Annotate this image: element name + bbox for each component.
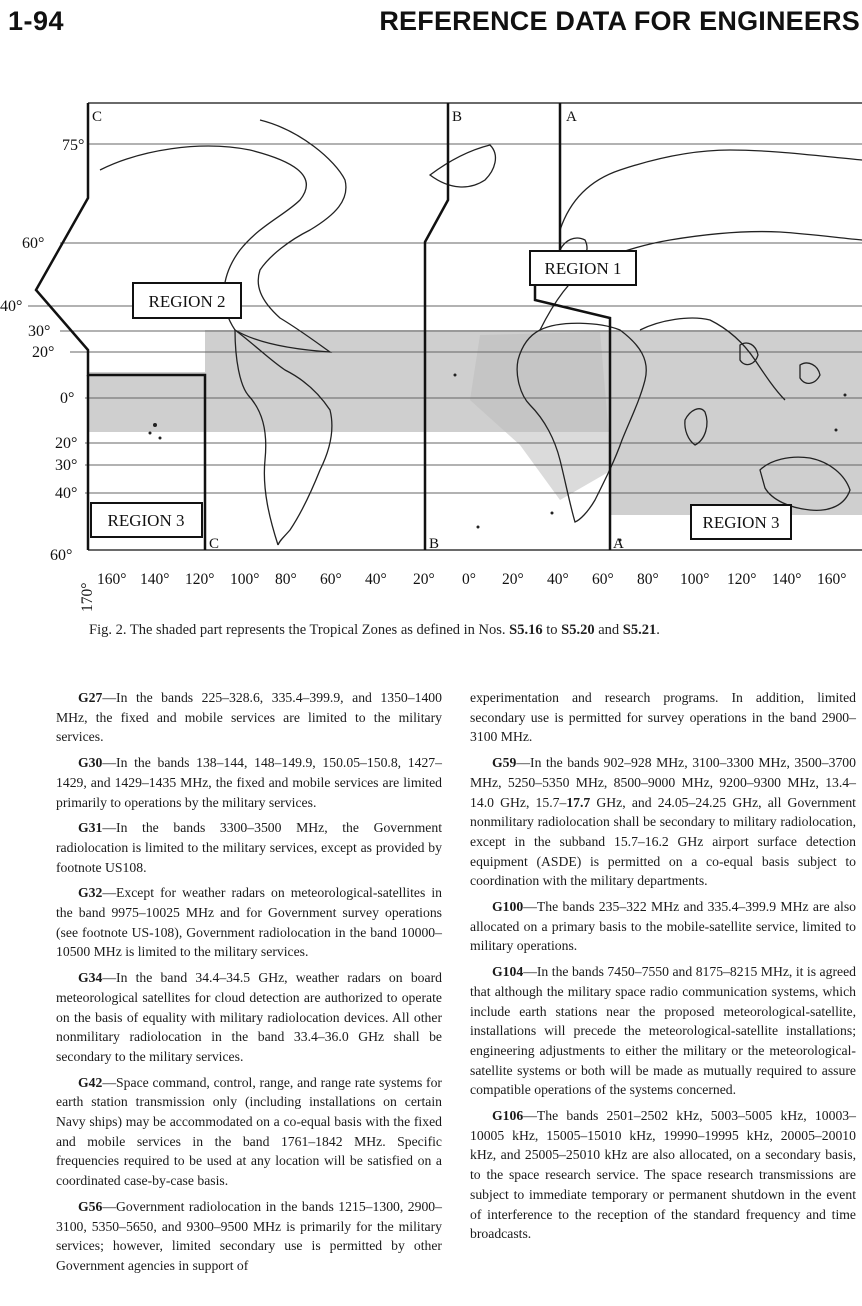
lon-label: 0° — [462, 571, 476, 588]
lon-label: 120° — [727, 571, 757, 588]
footnote-g56-continued: experimentation and research programs. In addition, limited secondary use is permitted for survey operations in the band 2900–3100 MHz. — [470, 690, 856, 745]
region-2-label: REGION 2 — [148, 292, 226, 311]
boundary-letter: A — [566, 109, 577, 125]
lat-label: 30° — [28, 323, 51, 340]
page-header — [0, 0, 862, 48]
lon-label: 20° — [413, 571, 435, 588]
region-1-label: REGION 1 — [544, 259, 622, 278]
lon-label: 140° — [140, 571, 170, 588]
lat-label: 20° — [55, 435, 78, 452]
boundary-letter: C — [209, 536, 220, 552]
footnote-g31: G31—In the bands 3300–3500 MHz, the Government radiolocation is limited to the military services, except as provided by footnote US108. — [56, 820, 442, 875]
footnote-g42: G42—Space command, control, range, and range rate systems for earth station transmission only (including installations on certain Navy ships) may be accommodated on a co-equal basis with the fixed and mobile services in the band 1761–1842 MHz. Specific frequencies required to be used at any location will be satisfied on a coordinated case-by-case basis. — [56, 1074, 442, 1189]
caption-text: Fig. 2. The shaded part represents the Tropical Zones as defined in Nos. — [89, 622, 510, 638]
book-title: REFERENCE DATA FOR ENGINEERS — [379, 6, 860, 36]
boundary-letter: B — [452, 109, 463, 125]
lon-label: 160° — [817, 571, 847, 588]
lat-label: 30° — [55, 457, 78, 474]
footnote-g34: G34—In the band 34.4–34.5 GHz, weather radars on board meteorological satellites for cloud detection are authorized to operate on the basis of equality with military radiolocation devices. All other nonmilitary radiolocation in the band 33.4–36.0 GHz shall be secondary to the military services. — [56, 970, 442, 1064]
lon-label: 20° — [502, 571, 524, 588]
left-column — [56, 688, 442, 1282]
page-number: 1-94 — [8, 6, 65, 36]
footnote-g104: G104—In the bands 7450–7550 and 8175–8215 MHz, it is agreed that although the military space radio communication systems, which include earth stations near the proposed meteorological-satellite, installations will precede the meteorological-satellite installations; engineering adjustments to either the military or the meteorological-satellite systems or both will be made as mutually required to assure compatible operations of the systems concerned. — [470, 964, 856, 1098]
boundary-letter: B — [429, 536, 440, 552]
boundary-letter: C — [92, 109, 103, 125]
caption-ref: S5.21 — [622, 622, 657, 638]
latitude-labels — [0, 137, 84, 564]
lat-label: 0° — [60, 390, 75, 407]
lon-label: 40° — [365, 571, 387, 588]
lon-label: 60° — [320, 571, 342, 588]
lon-label: 100° — [230, 571, 260, 588]
boundary-letter: A — [613, 536, 624, 552]
region-3-label-east: REGION 3 — [702, 513, 780, 532]
lat-label: 40° — [0, 298, 23, 315]
lat-label: 75° — [62, 137, 85, 154]
footnote-g106: G106—The bands 2501–2502 kHz, 5003–5005 kHz, 10003–10005 kHz, 15005–15010 kHz, 19990–19995 kHz, 20005–20010 kHz, and 25005–25010 kHz are also allocated, on a secondary basis, to the space research service. The space research transmissions are subject to immediate temporary or permanent shutdown in the event of interference to the reception of the standard frequency and time broadcasts. — [470, 1108, 856, 1242]
lon-label: 140° — [772, 571, 802, 588]
footnote-g100: G100—The bands 235–322 MHz and 335.4–399.9 MHz are also allocated on a primary basis to the mobile-satellite service, limited to military operations. — [470, 899, 856, 954]
footnote-g32: G32—Except for weather radars on meteorological-satellites in the band 9975–10025 MHz and for Government survey operations (see footnote US-108), Government radiolocation in the band 10000–10500 MHz is limited to the military services. — [56, 885, 442, 960]
footnote-g27: G27—In the bands 225–328.6, 335.4–399.9, and 1350–1400 MHz, the fixed and mobile services are limited to the military services. — [56, 690, 442, 745]
footnote-g56: G56—Government radiolocation in the bands 1215–1300, 2900–3100, 5350–5650, and 9300–9500 MHz is primarily for the military services; however, limited secondary use is permitted by other Government agencies in support of — [56, 1198, 442, 1273]
lat-label: 60° — [50, 547, 73, 564]
lon-label: 160° — [97, 571, 127, 588]
caption-text: to — [542, 622, 562, 638]
lon-label: 80° — [275, 571, 297, 588]
caption-ref: S5.16 — [509, 622, 543, 638]
tropical-zones-map — [0, 88, 862, 620]
lon-label: 120° — [185, 571, 215, 588]
caption-ref: S5.20 — [561, 622, 595, 638]
longitude-labels — [79, 571, 846, 612]
caption-text: . — [656, 622, 660, 638]
figure-caption — [89, 622, 849, 639]
lon-label: 60° — [592, 571, 614, 588]
lon-label-170: 170° — [79, 582, 96, 612]
lon-label: 80° — [637, 571, 659, 588]
footnote-g59: G59—In the bands 902–928 MHz, 3100–3300 MHz, 3500–3700 MHz, 5250–5350 MHz, 8500–9000 MHz, 9200–9300 MHz, 13.4–14.0 GHz, 15.7–17.7 GHz, and 24.05–24.25 GHz, all Government nonmilitary radiolocation shall be secondary to military radiolocation, except in the subband 15.7–16.2 GHz airport surface detection equipment (ASDE) is permitted on a co-equal basis subject to coordination with the military departments. — [470, 755, 856, 889]
caption-text: and — [594, 622, 623, 638]
lon-label: 100° — [680, 571, 710, 588]
lon-label: 40° — [547, 571, 569, 588]
region-3-label-west: REGION 3 — [107, 511, 185, 530]
lat-label: 20° — [32, 344, 55, 361]
lat-label: 40° — [55, 485, 78, 502]
lat-label: 60° — [22, 235, 45, 252]
footnote-g30: G30—In the bands 138–144, 148–149.9, 150.05–150.8, 1427–1429, and 1429–1435 MHz, the fixed and mobile services are limited primarily to operations by the military services. — [56, 755, 442, 810]
right-column — [470, 688, 856, 1250]
